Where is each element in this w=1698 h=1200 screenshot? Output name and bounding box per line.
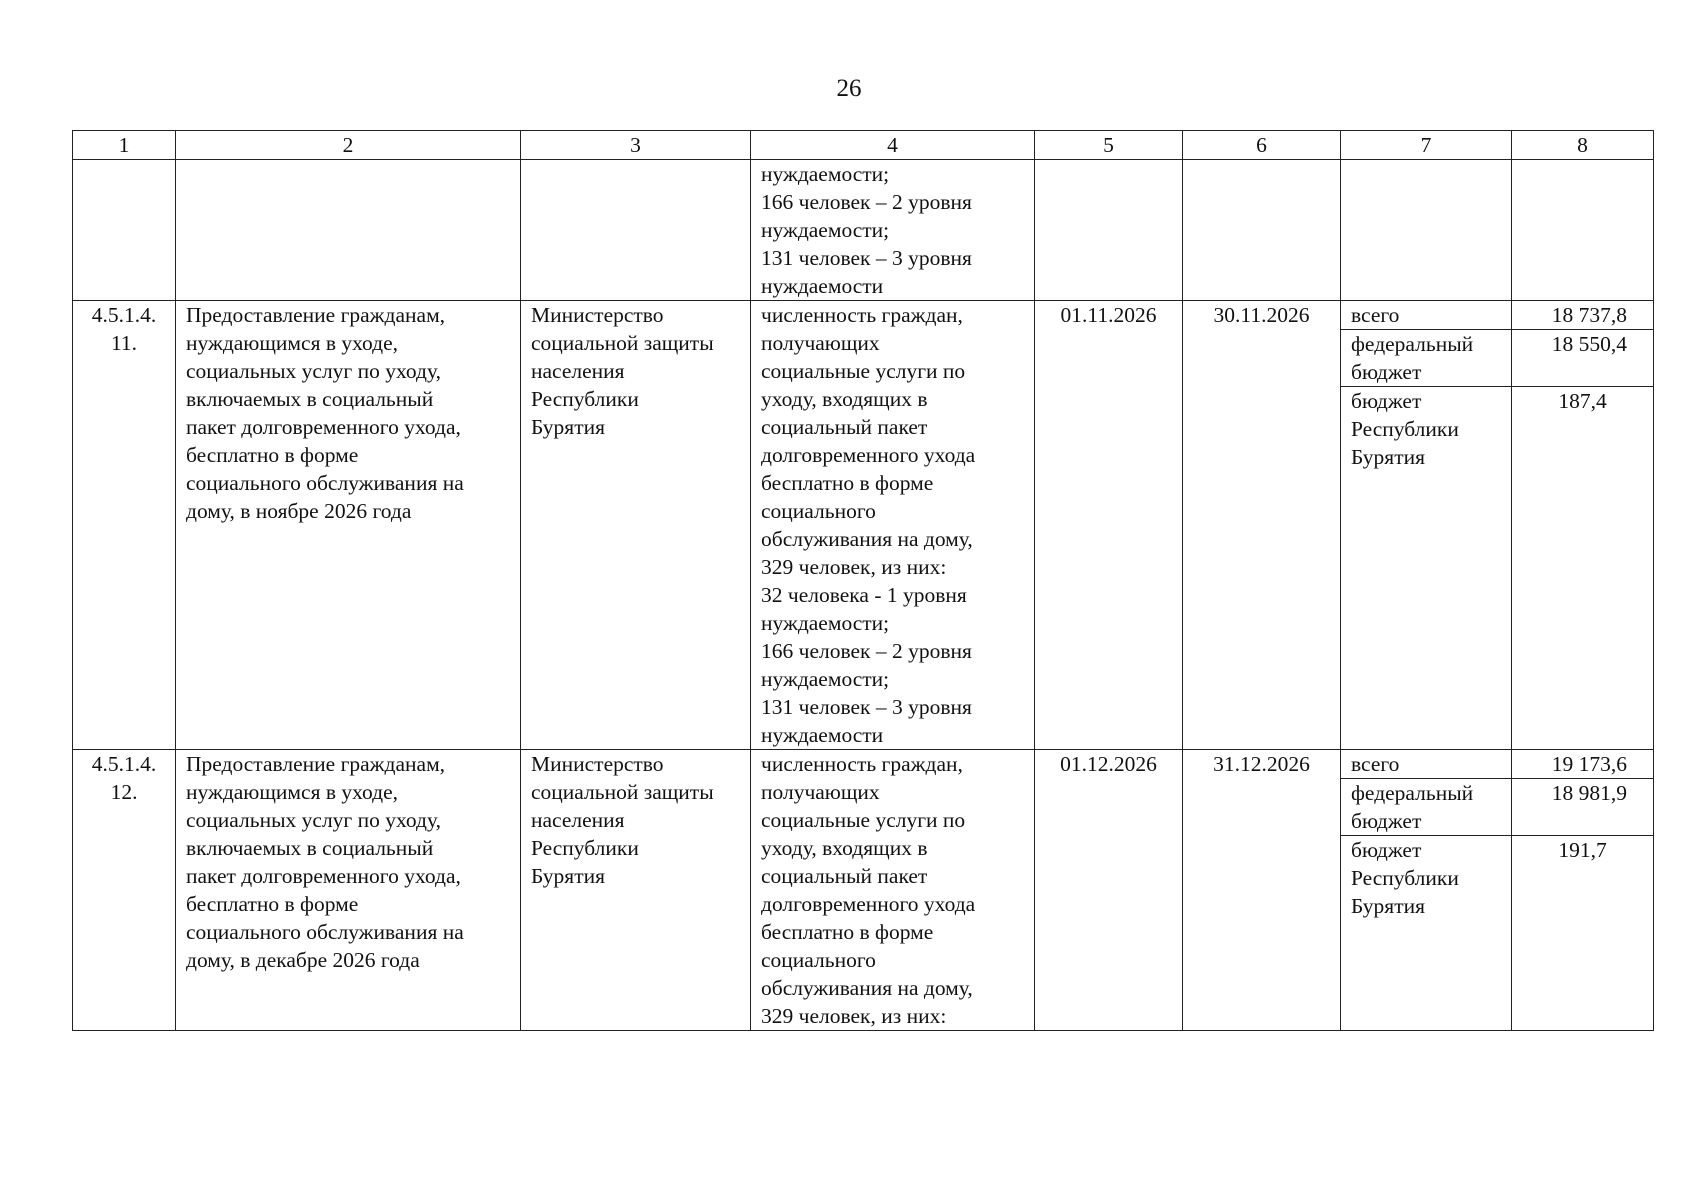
text-line: 32 человека - 1 уровня [761,583,967,607]
text-line: Предоставление гражданам, [186,752,446,776]
item-description [176,301,521,750]
text-line: 11. [110,331,138,355]
text-line: 166 человек – 2 уровня [761,639,972,663]
funding-amount: 18 737,8 [1512,301,1654,330]
text-line: пакет долговременного ухода, [186,415,461,439]
text-line: 131 человек – 3 уровня [761,695,972,719]
text-line: Республики [1351,866,1459,890]
end-date: 30.11.2026 [1183,301,1341,750]
funding-amount: 187,4 [1512,387,1654,750]
text-line: нуждаемости; [761,667,890,691]
text-line: 4.5.1.4. [91,752,157,776]
text-line: бюджет [1351,389,1422,413]
text-line: социальных услуг по уходу, [186,808,441,832]
text-line: социальной защиты [531,331,714,355]
text-line: федеральный [1351,781,1474,805]
text-line: Республики [531,836,639,860]
text-line: бесплатно в форме [761,920,934,944]
item-description [176,750,521,1031]
text-line: нуждаемости; [761,218,890,242]
header-row [73,131,1654,160]
cell-empty [1341,160,1512,301]
text-line: 329 человек, из них: [761,555,947,579]
item-number [73,301,176,750]
text-line: нуждающимся в уходе, [186,331,399,355]
cell-empty [1512,160,1654,301]
cell-empty [521,160,751,301]
text-line: бюджет [1351,809,1422,833]
text-line: социальные услуги по [761,808,966,832]
indicator-continuation [751,160,1035,301]
header-cell: 1 [73,131,176,160]
header-cell: 3 [521,131,751,160]
text-line: всего [1351,303,1400,327]
text-line: всего [1351,752,1400,776]
end-date: 31.12.2026 [1183,750,1341,1031]
cell-empty [1183,160,1341,301]
text-line: социального обслуживания на [186,471,464,495]
header-cell: 2 [176,131,521,160]
header-cell: 6 [1183,131,1341,160]
text-line: обслуживания на дому, [761,527,973,551]
text-line: Бурятия [1351,445,1425,469]
text-line: бюджет [1351,360,1422,384]
text-line: нуждаемости [761,723,884,747]
funding-source [1341,301,1512,330]
text-line: получающих [761,780,880,804]
text-line: численность граждан, [761,752,963,776]
header-cell: 5 [1035,131,1183,160]
text-line: населения [531,359,625,383]
text-line: 12. [110,780,138,804]
text-line: 131 человек – 3 уровня [761,246,972,270]
text-line: уходу, входящих в [761,387,928,411]
text-line: социальный пакет [761,864,928,888]
text-line: Министерство [531,752,664,776]
funding-source [1341,387,1512,750]
funding-amount: 19 173,6 [1512,750,1654,779]
funding-source [1341,330,1512,387]
item-executor [521,301,751,750]
text-line: Бурятия [531,864,605,888]
text-line: бесплатно в форме [186,892,359,916]
plan-table [72,130,1654,1031]
text-line: Предоставление гражданам, [186,303,446,327]
item-number [73,750,176,1031]
funding-amount: 191,7 [1512,836,1654,1031]
start-date: 01.11.2026 [1035,301,1183,750]
item-executor [521,750,751,1031]
text-line: 4.5.1.4. [91,303,157,327]
cell-empty [176,160,521,301]
text-line: населения [531,808,625,832]
text-line: социальный пакет [761,415,928,439]
text-line: долговременного ухода [761,892,976,916]
text-line: дому, в ноябре 2026 года [186,499,412,523]
text-line: Республики [531,387,639,411]
text-line: социальных услуг по уходу, [186,359,441,383]
item-indicator [751,750,1035,1031]
text-line: Министерство [531,303,664,327]
text-line: уходу, входящих в [761,836,928,860]
text-line: Бурятия [1351,894,1425,918]
text-line: социального [761,948,876,972]
funding-source [1341,836,1512,1031]
item-indicator [751,301,1035,750]
header-cell: 4 [751,131,1035,160]
text-line: получающих [761,331,880,355]
text-line: включаемых в социальный [186,836,434,860]
text-line: обслуживания на дому, [761,976,973,1000]
page-number: 26 [836,75,862,102]
text-line: бесплатно в форме [186,443,359,467]
text-line: социальной защиты [531,780,714,804]
table-row [73,301,1654,330]
funding-amount: 18 981,9 [1512,779,1654,836]
text-line: дому, в декабре 2026 года [186,948,420,972]
start-date: 01.12.2026 [1035,750,1183,1031]
text-line: долговременного ухода [761,443,976,467]
text-line: 329 человек, из них: [761,1004,947,1028]
table-row [73,750,1654,779]
header-cell: 7 [1341,131,1512,160]
text-line: 166 человек – 2 уровня [761,190,972,214]
funding-source [1341,750,1512,779]
text-line: пакет долговременного ухода, [186,864,461,888]
text-line: социального [761,499,876,523]
funding-amount: 18 550,4 [1512,330,1654,387]
header-cell: 8 [1512,131,1654,160]
text-line: нуждаемости; [761,162,890,186]
text-line: социальные услуги по [761,359,966,383]
text-line: бюджет [1351,838,1422,862]
text-line: бесплатно в форме [761,471,934,495]
funding-source [1341,779,1512,836]
text-line: включаемых в социальный [186,387,434,411]
continuation-row [73,160,1654,301]
text-line: Бурятия [531,415,605,439]
text-line: социального обслуживания на [186,920,464,944]
text-line: численность граждан, [761,303,963,327]
text-line: нуждаемости [761,274,884,298]
text-line: федеральный [1351,332,1474,356]
text-line: нуждающимся в уходе, [186,780,399,804]
text-line: Республики [1351,417,1459,441]
cell-empty [1035,160,1183,301]
cell-empty [73,160,176,301]
text-line: нуждаемости; [761,611,890,635]
